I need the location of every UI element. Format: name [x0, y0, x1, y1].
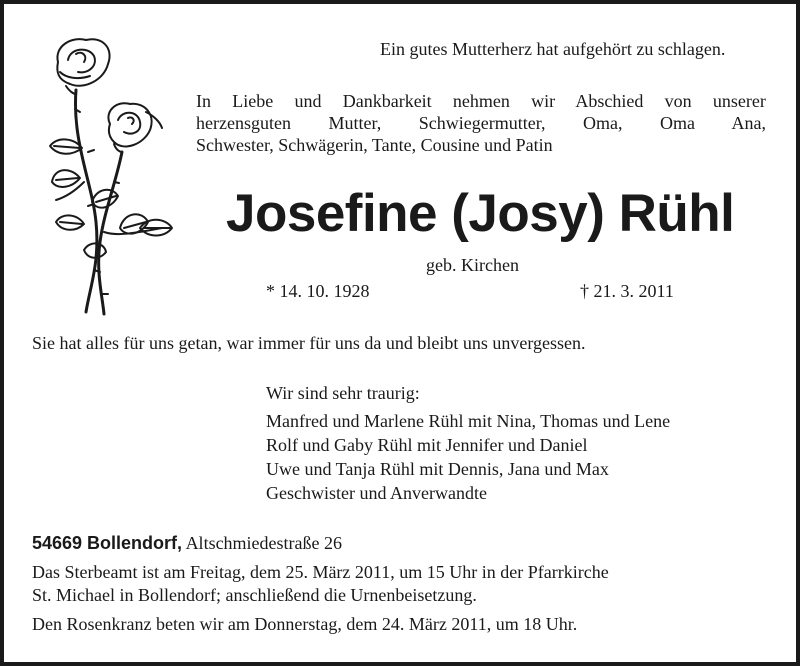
rose-icon [44, 32, 179, 317]
mourner-line: Uwe und Tanja Rühl mit Dennis, Jana und Max [266, 459, 609, 479]
headline: Ein gutes Mutterherz hat aufgehört zu schlagen. [380, 39, 726, 59]
address-postal-city: 54669 Bollendorf, [32, 533, 183, 553]
service-line: Das Sterbeamt ist am Freitag, dem 25. März 2011, um 15 Uhr in der Pfarrkirche [32, 562, 609, 582]
address [32, 532, 342, 554]
mourners-intro: Wir sind sehr traurig: [266, 383, 420, 403]
address-street: Altschmiedestraße 26 [185, 533, 343, 553]
intro-line: herzensguten Mutter, Schwiegermutter, Oma, Oma Ana, [196, 113, 766, 133]
mourner-line: Geschwister und Anverwandte [266, 483, 487, 503]
service-line: St. Michael in Bollendorf; anschließend die Urnenbeisetzung. [32, 585, 477, 605]
deceased-name: Josefine (Josy) Rühl [226, 184, 735, 243]
tribute-line: Sie hat alles für uns getan, war immer für uns da und bleibt uns unvergessen. [32, 333, 586, 353]
intro-line: Schwester, Schwägerin, Tante, Cousine und Patin [196, 135, 553, 155]
intro-line: In Liebe und Dankbarkeit nehmen wir Abschied von unserer [196, 91, 766, 111]
mourner-line: Rolf und Gaby Rühl mit Jennifer und Daniel [266, 435, 588, 455]
birth-date: * 14. 10. 1928 [266, 281, 370, 301]
mourner-line: Manfred und Marlene Rühl mit Nina, Thomas und Lene [266, 411, 671, 431]
death-date: † 21. 3. 2011 [580, 281, 674, 301]
birth-name: geb. Kirchen [426, 255, 519, 275]
rosary-line: Den Rosenkranz beten wir am Donnerstag, dem 24. März 2011, um 18 Uhr. [32, 614, 578, 634]
